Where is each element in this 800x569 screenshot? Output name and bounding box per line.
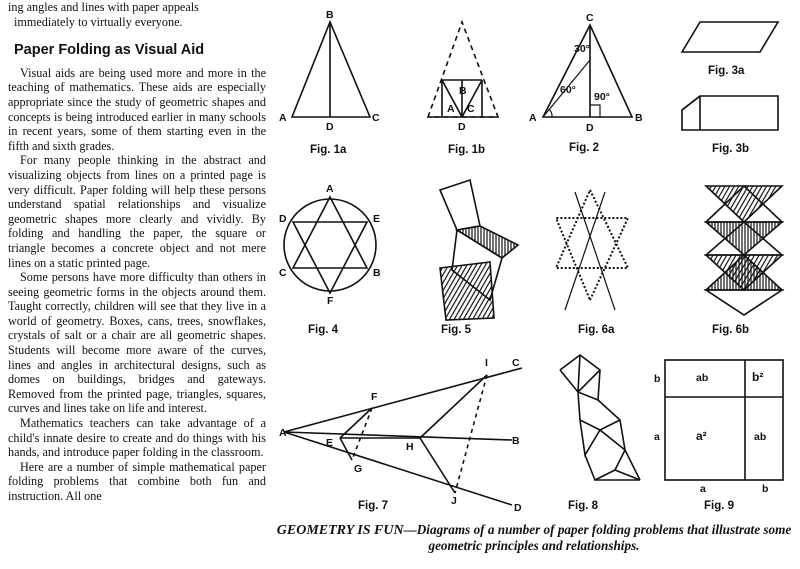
point-label: B: [635, 112, 643, 124]
point-label: A: [447, 103, 455, 115]
fig-caption: Fig. 9: [704, 500, 735, 512]
intro-line-2: immediately to virtually everyone.: [14, 14, 183, 29]
fig-caption: Fig. 5: [441, 324, 472, 336]
fig-caption: Fig. 2: [569, 142, 600, 154]
point-label: D: [279, 213, 287, 225]
fig-caption: Fig. 3a: [708, 65, 745, 77]
point-label: B: [326, 9, 334, 21]
point-label: I: [485, 357, 488, 369]
point-label: C: [279, 267, 287, 279]
angle-label: 60°: [560, 84, 576, 96]
fig-caption: Fig. 6a: [578, 324, 615, 336]
point-label: A: [279, 427, 287, 439]
point-label: G: [354, 463, 363, 475]
figure-caption: [272, 522, 796, 553]
fig-5-diagram: [440, 180, 518, 320]
fig-1a-diagram: [292, 22, 370, 117]
fig-6b-diagram: [706, 186, 782, 315]
point-label: A: [326, 183, 334, 195]
point-label: E: [373, 213, 381, 225]
point-label: B: [373, 267, 381, 279]
point-label: E: [326, 437, 334, 449]
fig-caption: Fig. 4: [308, 324, 339, 336]
side-label: a: [700, 483, 706, 495]
paragraph-5: Here are a number of simple mathematical paper folding problems that combine both fun and instruction. All one: [8, 459, 266, 503]
side-label: a: [654, 431, 660, 443]
point-label: F: [327, 295, 334, 307]
section-heading: Paper Folding as Visual Aid: [14, 42, 205, 59]
fig-8-diagram: [560, 355, 640, 480]
caption-text: —Diagrams of a number of paper folding problems that illustrate some geometric principles and relationships.: [403, 522, 792, 553]
fig-caption: Fig. 8: [568, 500, 599, 512]
caption-lead: GEOMETRY IS FUN: [276, 523, 404, 538]
point-label: J: [451, 495, 457, 507]
point-label: B: [459, 85, 467, 97]
fig-caption: Fig. 1b: [448, 144, 486, 156]
fig-caption: Fig. 1a: [310, 144, 347, 156]
point-label: H: [406, 441, 414, 453]
paragraph-3: Some persons have more difficulty than others in seeing geometric forms in the objects around them. Taught correctly, children will see that they live in a world of geometry. Boxes, cans, trees, snowflakes, crystals of salt or a chair are all geometric shapes. Students will become more aware of the curves, lines and angles in architectural designs, such as domes on buildings, bridges and gateways. Removed from the printed page, triangles, squares, curves and lines take on life and interest.: [8, 270, 266, 416]
point-label: F: [371, 391, 378, 403]
point-label: C: [586, 12, 594, 24]
fig-3a-diagram: [682, 22, 778, 52]
side-label: b: [654, 373, 661, 385]
paragraph-4: Mathematics teachers can take advantage of a child's innate desire to create and do things with his hands, and introduce paper folding in the classroom.: [8, 416, 266, 460]
area-label: a²: [696, 429, 707, 443]
fig-3b-diagram: [682, 96, 778, 130]
fig-9-diagram: [665, 360, 783, 480]
point-label: C: [512, 357, 520, 369]
area-label: ab: [754, 431, 767, 443]
point-label: D: [586, 122, 594, 134]
point-label: B: [512, 435, 520, 447]
point-label: D: [326, 121, 334, 133]
point-label: C: [372, 112, 380, 124]
fig-4-diagram: [284, 197, 376, 293]
fig-caption: Fig. 6b: [712, 324, 750, 336]
point-label: D: [514, 502, 522, 514]
area-label: b²: [752, 370, 764, 384]
paragraph-1: Visual aids are being used more and more in the teaching of mathematics. These aids are especially appropriate since the study of geometric shapes and concepts is being introduced earlier in many schools in recent years, some of them starting even in the fifth and sixth grades.: [8, 65, 266, 153]
fig-caption: Fig. 3b: [712, 143, 750, 155]
point-label: A: [529, 112, 537, 124]
fig-2-diagram: [543, 25, 632, 117]
point-label: C: [467, 103, 475, 115]
angle-label: 30°: [574, 43, 590, 55]
point-label: A: [279, 112, 287, 124]
side-label: b: [762, 483, 769, 495]
fig-6a-diagram: [556, 190, 628, 310]
paragraph-2: For many people thinking in the abstract and visualizing objects from lines on a printed page is very difficult. Paper folding will help these persons understand spatial relationships and visualize geometric shapes more clearly and vividly. By folding and handling the paper, the square or triangle becomes a concrete object and not mere lines on a static printed page.: [8, 153, 266, 270]
fig-caption: Fig. 7: [358, 500, 389, 512]
angle-label: 90°: [594, 91, 610, 103]
fig-1b-diagram: [428, 22, 498, 117]
intro-line-1: ing angles and lines with paper appeals: [8, 0, 199, 14]
point-label: D: [458, 121, 466, 133]
area-label: ab: [696, 372, 709, 384]
fig-7-diagram: [284, 368, 522, 505]
